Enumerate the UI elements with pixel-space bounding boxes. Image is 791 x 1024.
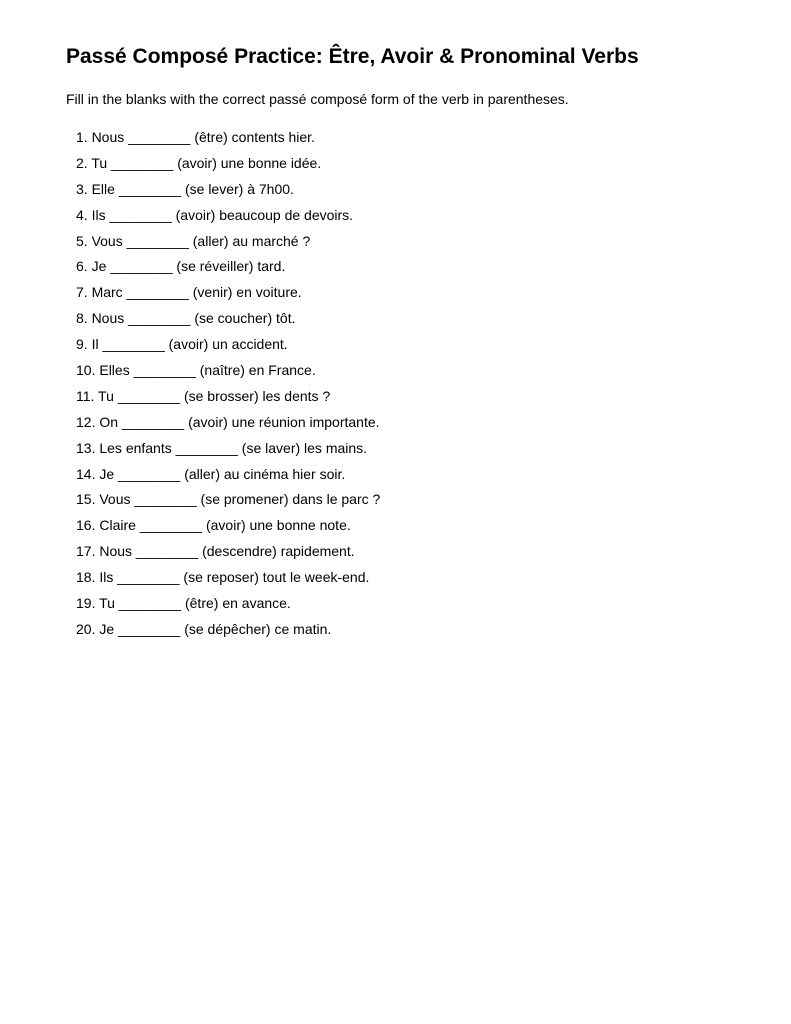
- worksheet-title: Passé Composé Practice: Être, Avoir & Pronominal Verbs: [66, 45, 639, 68]
- exercise-item: 10. Elles ________ (naître) en France.: [76, 362, 316, 379]
- exercise-item: 12. On ________ (avoir) une réunion importante.: [76, 413, 380, 430]
- exercise-item: 2. Tu ________ (avoir) une bonne idée.: [76, 154, 322, 171]
- exercise-item: 4. Ils ________ (avoir) beaucoup de devoirs.: [76, 206, 354, 223]
- exercise-item: 6. Je ________ (se réveiller) tard.: [76, 258, 286, 275]
- exercise-item: 8. Nous ________ (se coucher) tôt.: [76, 310, 296, 327]
- exercise-item: 5. Vous ________ (aller) au marché ?: [76, 232, 311, 249]
- exercise-item: 14. Je ________ (aller) au cinéma hier soir.: [76, 465, 346, 482]
- exercise-item: 9. Il ________ (avoir) un accident.: [76, 336, 288, 353]
- exercise-item: 16. Claire ________ (avoir) une bonne note.: [76, 517, 351, 534]
- exercise-item: 7. Marc ________ (venir) en voiture.: [76, 284, 302, 301]
- exercise-item: 19. Tu ________ (être) en avance.: [76, 595, 291, 612]
- exercise-item: 3. Elle ________ (se lever) à 7h00.: [76, 180, 294, 197]
- exercise-item: 13. Les enfants ________ (se laver) les mains.: [76, 439, 368, 456]
- worksheet-instructions: Fill in the blanks with the correct passé composé form of the verb in parentheses.: [66, 91, 569, 107]
- exercise-item: 1. Nous ________ (être) contents hier.: [76, 129, 315, 145]
- exercise-list: [76, 126, 380, 644]
- exercise-item: 15. Vous ________ (se promener) dans le parc ?: [76, 491, 381, 508]
- exercise-item: 17. Nous ________ (descendre) rapidement.: [76, 543, 355, 560]
- exercise-item: 11. Tu ________ (se brosser) les dents ?: [76, 387, 331, 404]
- exercise-item: 20. Je ________ (se dépêcher) ce matin.: [76, 620, 332, 637]
- exercise-item: 18. Ils ________ (se reposer) tout le week-end.: [76, 569, 370, 586]
